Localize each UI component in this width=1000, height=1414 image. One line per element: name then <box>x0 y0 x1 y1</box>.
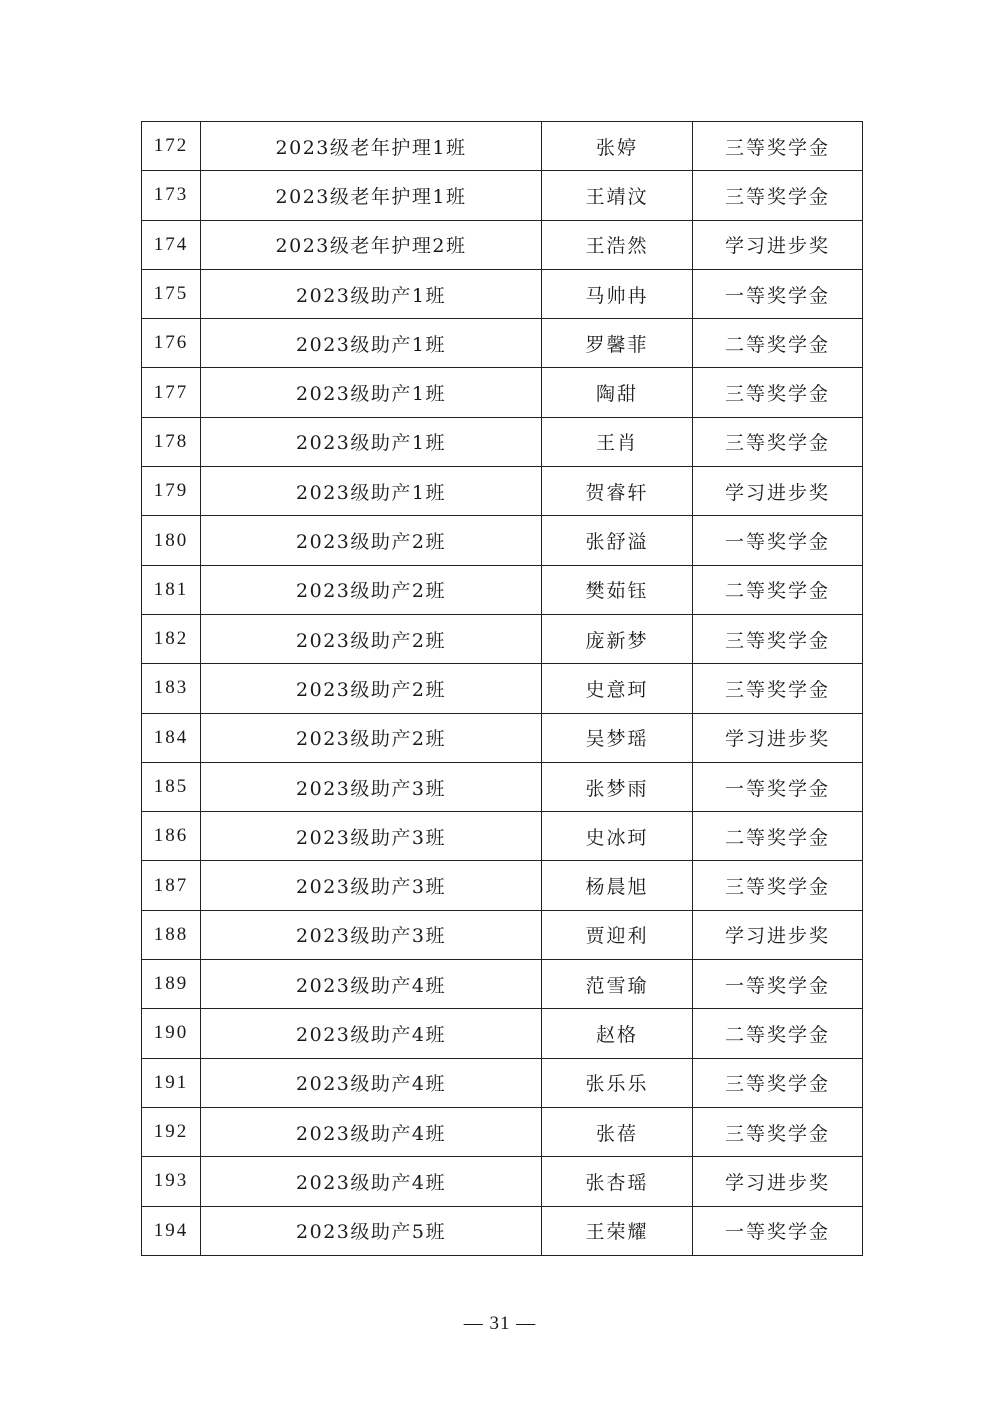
student-name-cell: 王荣耀 <box>542 1206 693 1255</box>
award-type-cell: 三等奖学金 <box>693 122 863 171</box>
table-row <box>142 171 863 220</box>
table-row <box>142 122 863 171</box>
serial-number-cell: 186 <box>142 812 201 861</box>
serial-number-cell: 184 <box>142 713 201 762</box>
student-name-cell: 贾迎利 <box>542 910 693 959</box>
award-type-cell: 三等奖学金 <box>693 614 863 663</box>
class-name-cell: 2023级助产4班 <box>201 960 542 1009</box>
table-row <box>142 1206 863 1255</box>
serial-number-cell: 183 <box>142 664 201 713</box>
student-name-cell: 赵格 <box>542 1009 693 1058</box>
student-name-cell: 张杏瑶 <box>542 1157 693 1206</box>
table-row <box>142 417 863 466</box>
student-name-cell: 杨晨旭 <box>542 861 693 910</box>
award-list-table <box>141 121 863 1256</box>
student-name-cell: 庞新梦 <box>542 614 693 663</box>
table-row <box>142 1058 863 1107</box>
award-type-cell: 二等奖学金 <box>693 812 863 861</box>
award-type-cell: 二等奖学金 <box>693 319 863 368</box>
serial-number-cell: 174 <box>142 220 201 269</box>
table-row <box>142 1107 863 1156</box>
award-type-cell: 三等奖学金 <box>693 171 863 220</box>
class-name-cell: 2023级助产3班 <box>201 861 542 910</box>
serial-number-cell: 194 <box>142 1206 201 1255</box>
class-name-cell: 2023级助产2班 <box>201 713 542 762</box>
serial-number-cell: 180 <box>142 516 201 565</box>
table-row <box>142 713 863 762</box>
student-name-cell: 王浩然 <box>542 220 693 269</box>
award-type-cell: 一等奖学金 <box>693 1206 863 1255</box>
award-type-cell: 一等奖学金 <box>693 762 863 811</box>
student-name-cell: 史意珂 <box>542 664 693 713</box>
serial-number-cell: 187 <box>142 861 201 910</box>
table-row <box>142 269 863 318</box>
award-type-cell: 三等奖学金 <box>693 1107 863 1156</box>
student-name-cell: 罗馨菲 <box>542 319 693 368</box>
award-type-cell: 三等奖学金 <box>693 368 863 417</box>
class-name-cell: 2023级助产4班 <box>201 1009 542 1058</box>
serial-number-cell: 177 <box>142 368 201 417</box>
table-row <box>142 1157 863 1206</box>
serial-number-cell: 190 <box>142 1009 201 1058</box>
serial-number-cell: 188 <box>142 910 201 959</box>
student-name-cell: 陶甜 <box>542 368 693 417</box>
table-row <box>142 910 863 959</box>
student-name-cell: 马帅冉 <box>542 269 693 318</box>
serial-number-cell: 173 <box>142 171 201 220</box>
student-name-cell: 张梦雨 <box>542 762 693 811</box>
award-type-cell: 三等奖学金 <box>693 664 863 713</box>
class-name-cell: 2023级老年护理1班 <box>201 122 542 171</box>
class-name-cell: 2023级助产1班 <box>201 467 542 516</box>
class-name-cell: 2023级老年护理1班 <box>201 171 542 220</box>
class-name-cell: 2023级助产1班 <box>201 368 542 417</box>
student-name-cell: 王靖汶 <box>542 171 693 220</box>
table-row <box>142 762 863 811</box>
student-name-cell: 史冰珂 <box>542 812 693 861</box>
award-type-cell: 学习进步奖 <box>693 713 863 762</box>
award-type-cell: 一等奖学金 <box>693 960 863 1009</box>
page-number: — 31 — <box>463 1313 537 1334</box>
class-name-cell: 2023级助产4班 <box>201 1107 542 1156</box>
class-name-cell: 2023级助产2班 <box>201 565 542 614</box>
student-name-cell: 王肖 <box>542 417 693 466</box>
class-name-cell: 2023级助产3班 <box>201 762 542 811</box>
serial-number-cell: 176 <box>142 319 201 368</box>
award-type-cell: 一等奖学金 <box>693 516 863 565</box>
student-name-cell: 范雪瑜 <box>542 960 693 1009</box>
class-name-cell: 2023级助产3班 <box>201 910 542 959</box>
serial-number-cell: 178 <box>142 417 201 466</box>
class-name-cell: 2023级助产2班 <box>201 614 542 663</box>
class-name-cell: 2023级老年护理2班 <box>201 220 542 269</box>
student-name-cell: 贺睿轩 <box>542 467 693 516</box>
class-name-cell: 2023级助产4班 <box>201 1058 542 1107</box>
class-name-cell: 2023级助产2班 <box>201 516 542 565</box>
table-row <box>142 1009 863 1058</box>
serial-number-cell: 185 <box>142 762 201 811</box>
class-name-cell: 2023级助产3班 <box>201 812 542 861</box>
student-name-cell: 张舒溢 <box>542 516 693 565</box>
table-row <box>142 614 863 663</box>
table-row <box>142 516 863 565</box>
award-list-body <box>142 122 863 1256</box>
class-name-cell: 2023级助产1班 <box>201 269 542 318</box>
serial-number-cell: 193 <box>142 1157 201 1206</box>
student-name-cell: 张婷 <box>542 122 693 171</box>
student-name-cell: 樊茹钰 <box>542 565 693 614</box>
table-row <box>142 960 863 1009</box>
award-type-cell: 学习进步奖 <box>693 1157 863 1206</box>
award-type-cell: 三等奖学金 <box>693 861 863 910</box>
table-row <box>142 565 863 614</box>
serial-number-cell: 189 <box>142 960 201 1009</box>
award-type-cell: 学习进步奖 <box>693 910 863 959</box>
serial-number-cell: 175 <box>142 269 201 318</box>
class-name-cell: 2023级助产4班 <box>201 1157 542 1206</box>
serial-number-cell: 192 <box>142 1107 201 1156</box>
award-type-cell: 三等奖学金 <box>693 417 863 466</box>
class-name-cell: 2023级助产2班 <box>201 664 542 713</box>
award-type-cell: 学习进步奖 <box>693 467 863 516</box>
class-name-cell: 2023级助产1班 <box>201 319 542 368</box>
class-name-cell: 2023级助产5班 <box>201 1206 542 1255</box>
student-name-cell: 吴梦瑶 <box>542 713 693 762</box>
class-name-cell: 2023级助产1班 <box>201 417 542 466</box>
table-row <box>142 220 863 269</box>
table-row <box>142 861 863 910</box>
table-row <box>142 664 863 713</box>
serial-number-cell: 181 <box>142 565 201 614</box>
award-type-cell: 一等奖学金 <box>693 269 863 318</box>
student-name-cell: 张乐乐 <box>542 1058 693 1107</box>
table-row <box>142 467 863 516</box>
table-row <box>142 368 863 417</box>
award-type-cell: 二等奖学金 <box>693 1009 863 1058</box>
table-row <box>142 812 863 861</box>
serial-number-cell: 182 <box>142 614 201 663</box>
student-name-cell: 张蓓 <box>542 1107 693 1156</box>
award-type-cell: 二等奖学金 <box>693 565 863 614</box>
serial-number-cell: 179 <box>142 467 201 516</box>
award-type-cell: 学习进步奖 <box>693 220 863 269</box>
award-type-cell: 三等奖学金 <box>693 1058 863 1107</box>
table-row <box>142 319 863 368</box>
serial-number-cell: 191 <box>142 1058 201 1107</box>
serial-number-cell: 172 <box>142 122 201 171</box>
